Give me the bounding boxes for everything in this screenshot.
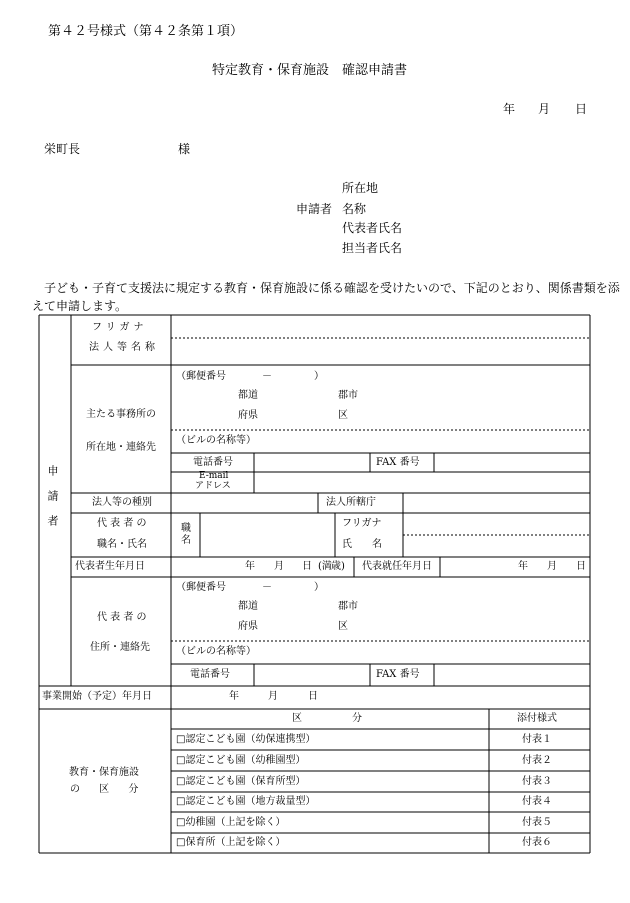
start-month: 月: [268, 691, 278, 702]
rep-start-day: 日: [576, 561, 586, 572]
intro-line-2: えて申請します。: [32, 299, 128, 313]
rep-title-label-1: 代 表 者 の: [97, 518, 147, 529]
addressee-honorific: 様: [178, 142, 191, 156]
rep-city-ku: 区: [338, 621, 348, 632]
category-item: □認定こども園（幼保連携型）: [176, 734, 316, 745]
page-title: 特定教育・保育施設 確認申請書: [212, 63, 408, 78]
rep-age-open: (満: [318, 561, 332, 572]
rep-fax-label: FAX 番号: [376, 669, 420, 680]
rep-postal-close: ）: [314, 582, 324, 593]
category-form: 付表４: [522, 796, 552, 807]
rep-start-label: 代表就任年月日: [362, 561, 432, 572]
rep-mei-2: 名: [372, 539, 382, 550]
rep-mei: 名: [181, 535, 191, 546]
prefecture-todo: 都道: [238, 390, 258, 401]
rep-start-month: 月: [547, 561, 557, 572]
rep-shi: 氏: [342, 539, 352, 550]
start-day: 日: [308, 691, 318, 702]
phone-label: 電話番号: [193, 457, 233, 468]
category-item: □認定こども園（保育所型）: [176, 776, 306, 787]
city-gunshi: 郡市: [338, 390, 358, 401]
applicant-side-label: 申請者: [46, 465, 59, 540]
form-number: 第４２号様式（第４２条第１項）: [48, 24, 244, 39]
category-item: □幼稚園（上記を除く）: [176, 817, 286, 828]
rep-birth-label: 代表者生年月日: [75, 561, 145, 572]
date-day: 日: [575, 102, 588, 116]
rep-postal-dash: －: [262, 582, 272, 593]
rep-title-label-2: 職名・氏名: [97, 539, 147, 550]
corp-type-label: 法人等の種別: [92, 497, 152, 508]
date-month: 月: [538, 102, 551, 116]
applicant-label: 申請者: [296, 202, 333, 216]
category-form: 付表２: [522, 755, 552, 766]
corp-name-label: 法人等名称: [89, 342, 159, 353]
prefecture-fuken: 府県: [238, 410, 258, 421]
postal-dash: －: [262, 371, 272, 382]
category-item: □認定こども園（地方裁量型）: [176, 796, 316, 807]
addressee-name: 栄町長: [44, 142, 81, 156]
rep-prefecture-todo: 都道: [238, 601, 258, 612]
category-form: 付表３: [522, 776, 552, 787]
start-year: 年: [229, 691, 239, 702]
rep-start-year: 年: [518, 561, 528, 572]
postal-label: （郵便番号: [176, 371, 226, 382]
category-item: □認定こども園（幼稚園型）: [176, 755, 306, 766]
category-form: 付表１: [522, 734, 552, 745]
rep-birth-month: 月: [274, 561, 284, 572]
facility-label-2: の 区 分: [70, 784, 147, 795]
email-label-2: アドレス: [195, 481, 231, 491]
applicant-contact-person: 担当者氏名: [342, 241, 403, 255]
category-header: 区 分: [292, 713, 362, 724]
main-office-label-2: 所在地・連絡先: [86, 442, 156, 453]
facility-label-1: 教育・保育施設: [69, 767, 139, 778]
rep-city-gunshi: 郡市: [338, 601, 358, 612]
category-form: 付表６: [522, 837, 552, 848]
rep-age-close: 歳): [331, 561, 345, 572]
date-year: 年: [503, 102, 516, 116]
applicant-name: 名称: [342, 202, 367, 216]
corp-office-label: 法人所轄庁: [326, 497, 376, 508]
city-ku: 区: [338, 410, 348, 421]
main-office-label-1: 主たる事務所の: [86, 409, 156, 420]
start-date-label: 事業開始（予定）年月日: [42, 691, 152, 702]
applicant-address: 所在地: [342, 181, 379, 195]
rep-postal-label: （郵便番号: [176, 582, 226, 593]
furigana-label: フリガナ: [92, 322, 148, 333]
email-label-1: E-mail: [199, 471, 229, 481]
rep-addr-label-2: 住所・連絡先: [90, 642, 150, 653]
rep-addr-label-1: 代 表 者 の: [97, 612, 147, 623]
rep-phone-label: 電話番号: [190, 669, 230, 680]
applicant-representative: 代表者氏名: [342, 221, 403, 235]
rep-building-label: （ビルの名称等）: [176, 646, 256, 657]
category-item: □保育所（上記を除く）: [176, 837, 286, 848]
rep-birth-year: 年: [245, 561, 255, 572]
rep-furigana-label: フリガナ: [342, 518, 382, 529]
postal-close: ）: [314, 371, 324, 382]
rep-shoku: 職: [181, 523, 191, 534]
building-label: （ビルの名称等）: [176, 435, 256, 446]
intro-line-1: 子ども・子育て支援法に規定する教育・保育施設に係る確認を受けたいので、下記のとおり、関係書類を添: [44, 281, 620, 295]
attach-header: 添付様式: [517, 713, 557, 724]
rep-birth-day: 日: [302, 561, 312, 572]
category-form: 付表５: [522, 817, 552, 828]
fax-label: FAX 番号: [376, 457, 420, 468]
rep-prefecture-fuken: 府県: [238, 621, 258, 632]
